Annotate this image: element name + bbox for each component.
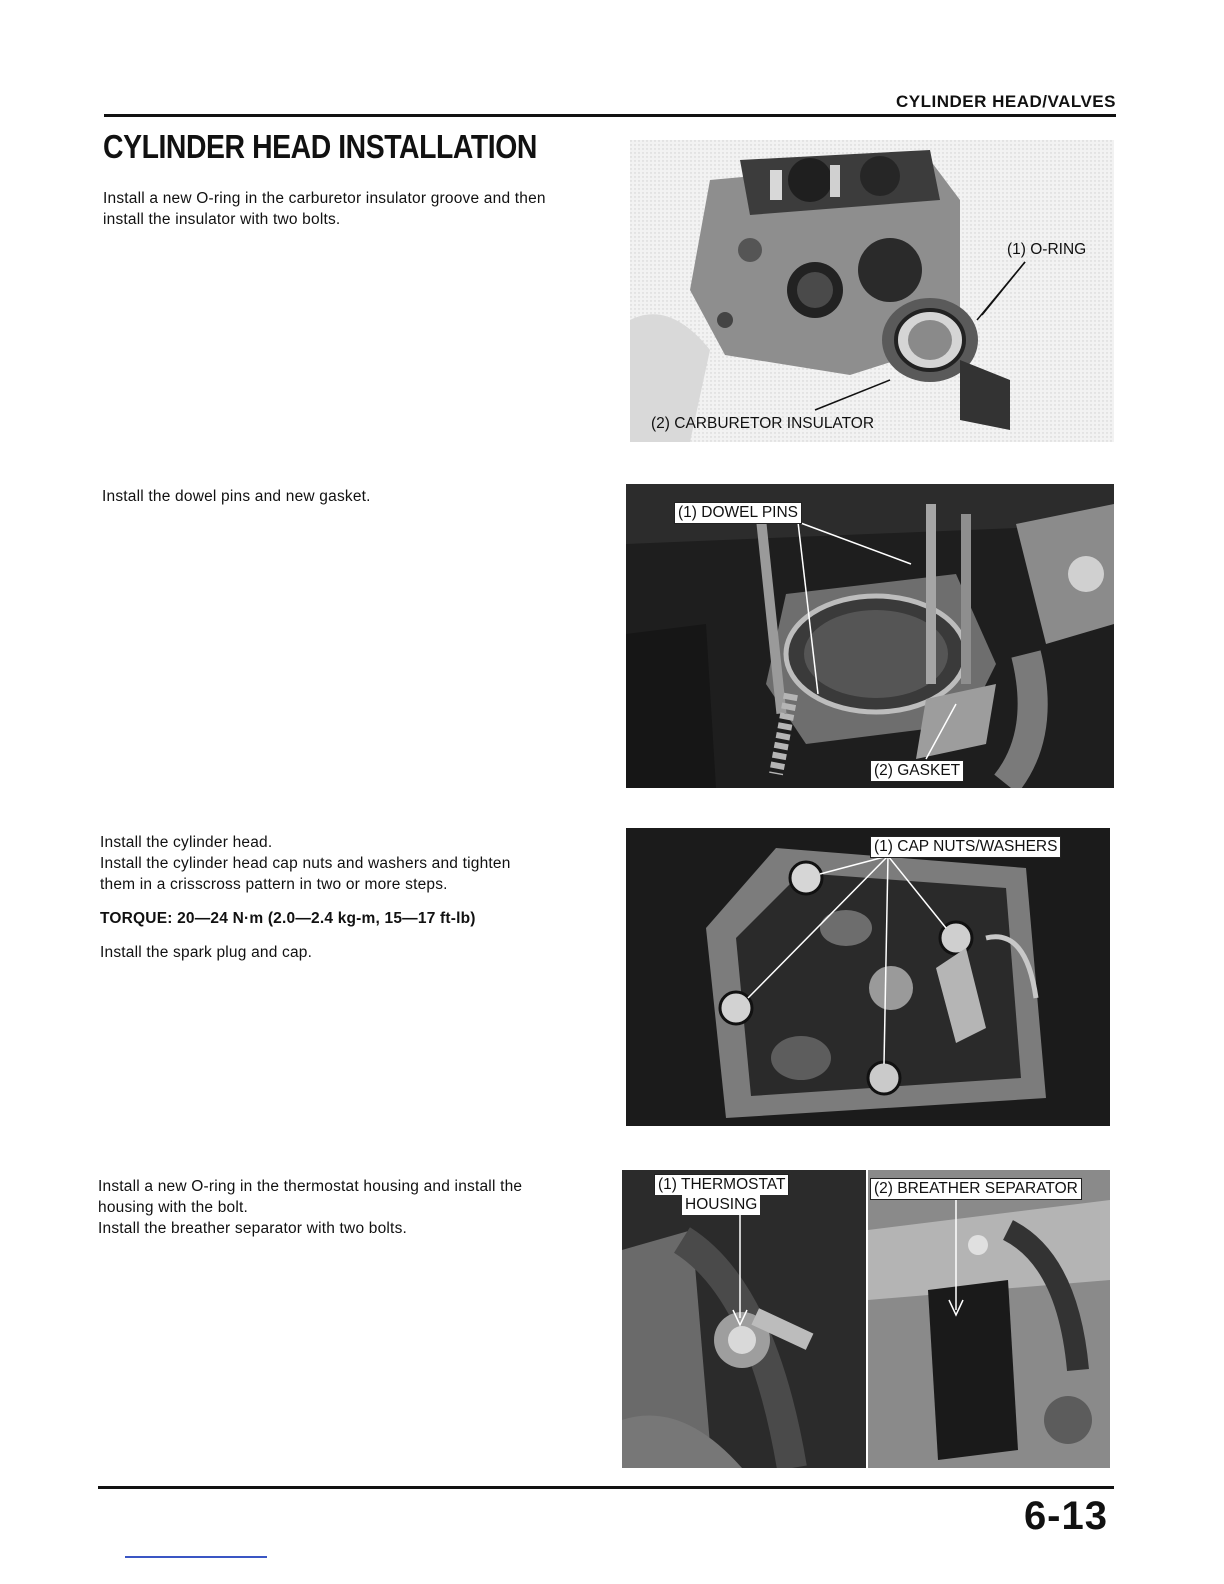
step-3-after: Install the spark plug and cap. xyxy=(100,944,313,961)
bottom-rule xyxy=(98,1486,1114,1489)
figure-3-image xyxy=(626,828,1110,1126)
step-3-line-2: Install the cylinder head cap nuts and washers and tighten xyxy=(100,855,511,872)
section-header: CYLINDER HEAD/VALVES xyxy=(895,92,1116,111)
label-dowel-pins: (1) DOWEL PINS xyxy=(674,502,802,524)
step-2-line-1: Install the dowel pins and new gasket. xyxy=(102,488,371,505)
step-3-line-3: them in a crisscross pattern in two or more steps. xyxy=(100,876,448,893)
page-number: 6-13 xyxy=(1023,1494,1108,1538)
figure-breather-separator xyxy=(868,1170,1110,1468)
step-3-text xyxy=(100,832,608,963)
torque-spec: TORQUE: 20—24 N·m (2.0—2.4 kg-m, 15—17 ft-lb) xyxy=(100,910,476,927)
label-housing: HOUSING xyxy=(682,1195,760,1215)
figure-thermostat-housing xyxy=(622,1170,866,1468)
step-1-line-1: Install a new O-ring in the carburetor insulator groove and then xyxy=(103,190,546,207)
label-gasket: (2) GASKET xyxy=(870,760,964,782)
step-1-line-2: install the insulator with two bolts. xyxy=(103,211,341,228)
figure-4b-image xyxy=(868,1170,1110,1468)
figure-2-image xyxy=(626,484,1114,788)
label-carburetor-insulator: (2) CARBURETOR INSULATOR xyxy=(651,415,875,432)
label-thermostat: (1) THERMOSTAT xyxy=(654,1174,789,1195)
step-4-text xyxy=(98,1176,606,1239)
step-1-text xyxy=(103,188,611,230)
label-o-ring: (1) O-RING xyxy=(1007,241,1087,258)
figure-carburetor-insulator xyxy=(630,140,1114,442)
page-title: CYLINDER HEAD INSTALLATION xyxy=(103,128,537,165)
label-breather-separator: (2) BREATHER SEPARATOR xyxy=(870,1178,1082,1200)
figure-dowel-pins-gasket xyxy=(626,484,1114,788)
step-4-line-2: housing with the bolt. xyxy=(98,1199,249,1216)
step-3-line-1: Install the cylinder head. xyxy=(100,834,273,851)
figure-1-image xyxy=(630,140,1114,442)
label-cap-nuts-washers: (1) CAP NUTS/WASHERS xyxy=(870,836,1061,858)
figure-cap-nuts xyxy=(626,828,1110,1126)
step-4-line-3: Install the breather separator with two bolts. xyxy=(98,1220,408,1237)
top-rule xyxy=(104,114,1116,117)
step-2-text xyxy=(102,486,610,507)
step-4-line-1: Install a new O-ring in the thermostat housing and install the xyxy=(98,1178,523,1195)
footer-link-underline xyxy=(125,1556,267,1558)
